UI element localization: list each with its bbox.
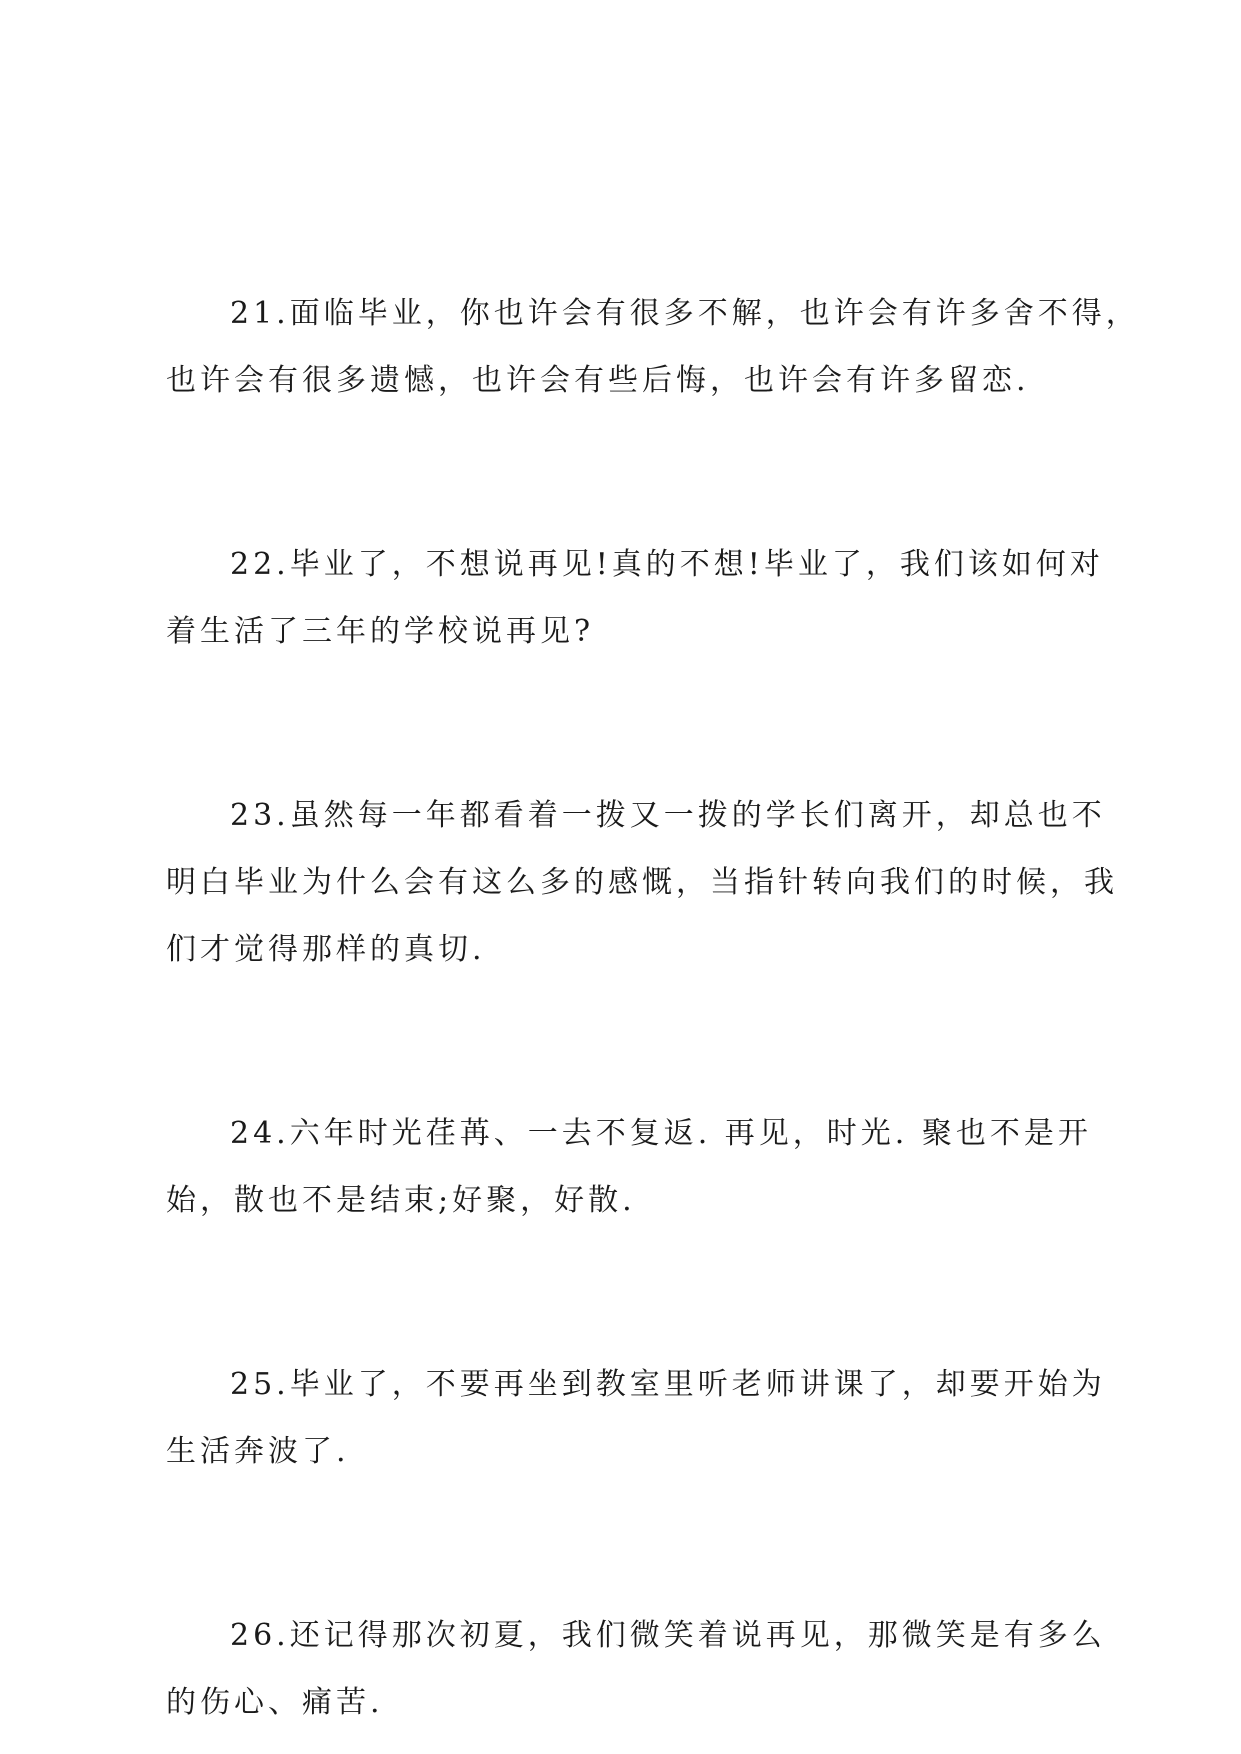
paragraph-line: 21.面临毕业，你也许会有很多不解，也许会有许多舍不得， [230,296,1140,331]
paragraph-line: 26.还记得那次初夏，我们微笑着说再见，那微笑是有多么 [230,1618,1106,1653]
paragraph-line: 22.毕业了，不想说再见!真的不想!毕业了，我们该如何对 [230,547,1104,582]
paragraph-line: 生活奔波了. [166,1434,350,1469]
paragraph-line: 着生活了三年的学校说再见? [166,614,595,649]
paragraph-25 [166,1351,1106,1485]
paragraph-line: 的伤心、痛苦. [166,1685,384,1720]
paragraph-line: 23.虽然每一年都看着一拨又一拨的学长们离开，却总也不 [230,798,1106,833]
paragraph-line: 也许会有很多遗憾，也许会有些后悔，也许会有许多留恋. [166,363,1030,398]
paragraph-line: 25.毕业了，不要再坐到教室里听老师讲课了，却要开始为 [230,1367,1106,1402]
paragraph-22 [166,531,1104,665]
paragraph-line: 们才觉得那样的真切. [166,932,486,967]
paragraph-line: 24.六年时光荏苒、一去不复返. 再见，时光. 聚也不是开 [230,1116,1092,1151]
paragraph-line: 明白毕业为什么会有这么多的感慨，当指针转向我们的时候，我 [166,865,1118,900]
paragraph-line: 始，散也不是结束;好聚，好散. [166,1183,636,1218]
paragraph-26 [166,1602,1106,1736]
paragraph-23 [166,782,1118,983]
paragraph-21 [166,280,1140,414]
paragraph-24 [166,1100,1092,1234]
document-body [166,280,1140,1736]
